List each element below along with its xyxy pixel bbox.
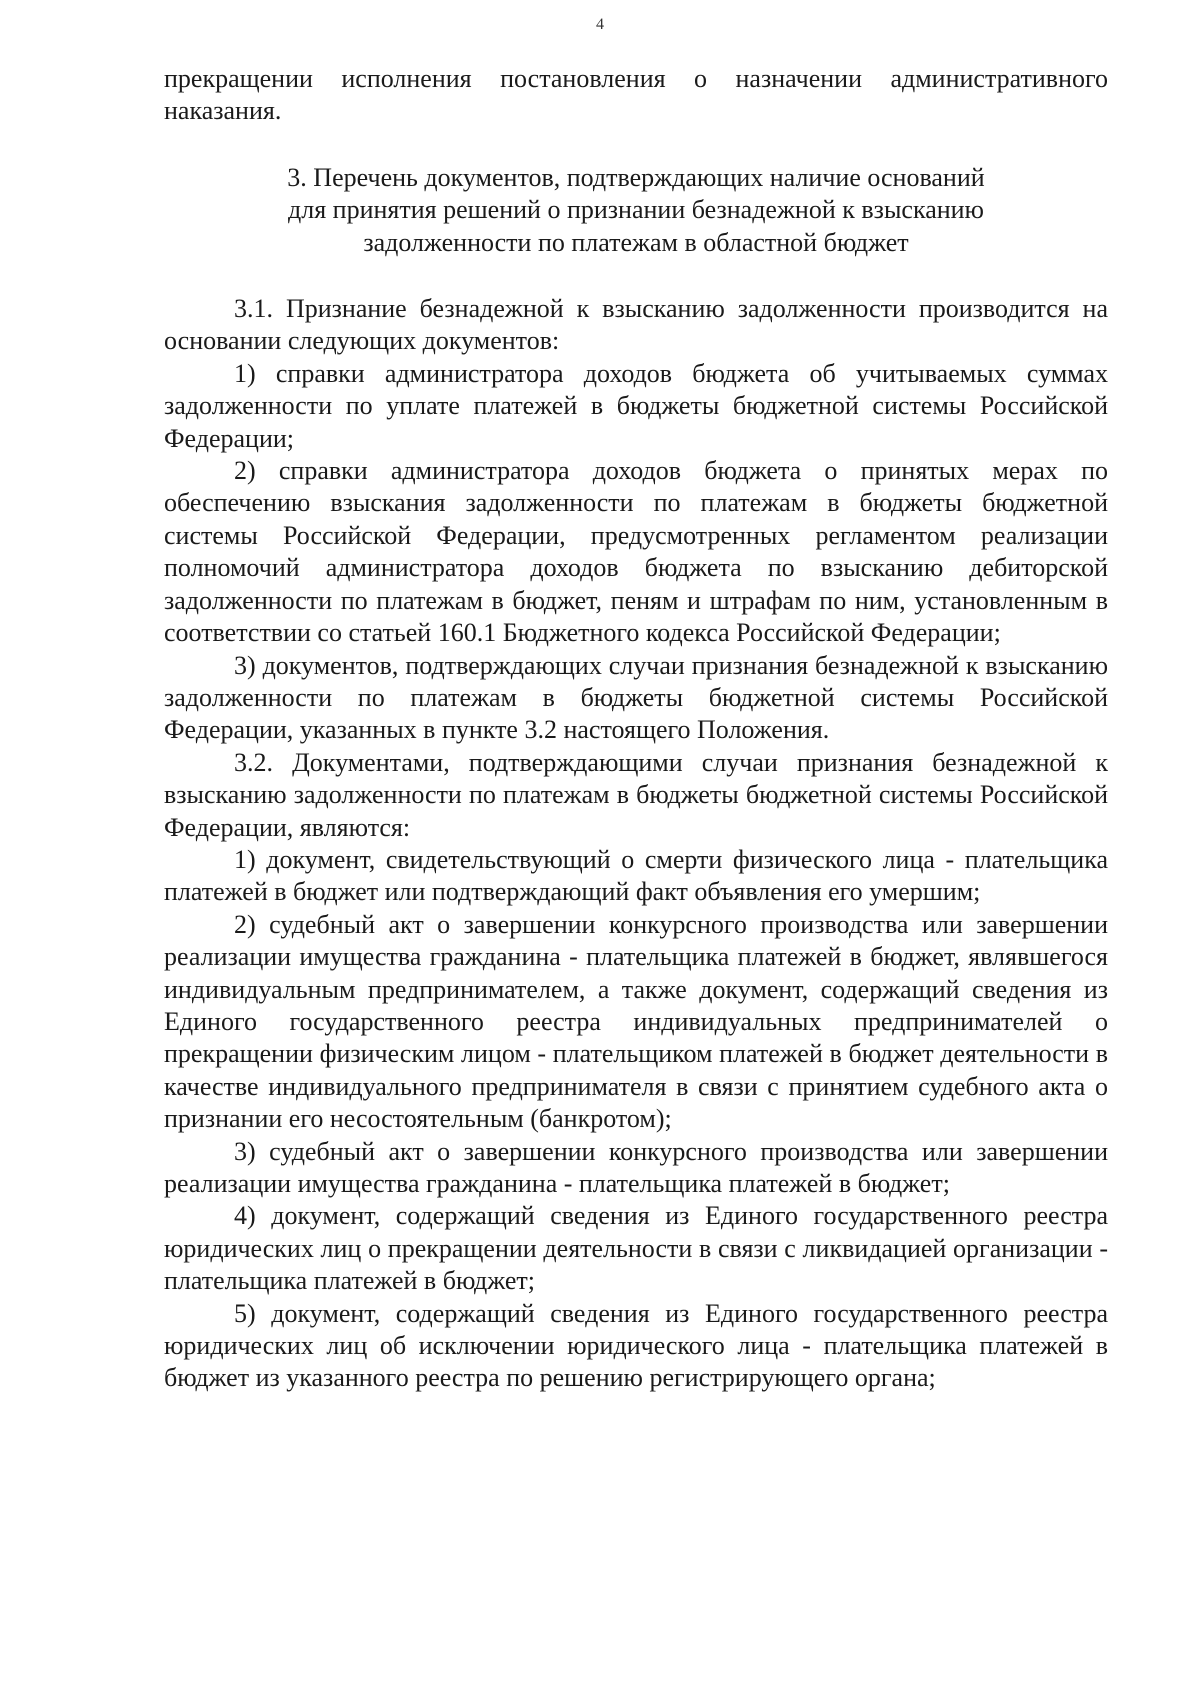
clause-3-2-intro: 3.2. Документами, подтверждающими случаи признания безнадежной к взысканию задолженности по платежам в бюджеты бюджетной системы Российской Федерации, являются: — [164, 747, 1108, 842]
section-heading-line: 3. Перечень документов, подтверждающих наличие оснований — [287, 162, 985, 192]
clause-3-2-item-2: 2) судебный акт о завершении конкурсного производства или завершении реализации имущества гражданина - плательщика платежей в бюджет, являвшегося индивидуальным предпринимателем, а также документ, содержащий сведения из Единого государственного реестра индивидуальных предпринимателей о прекращении физическим лицом - плательщиком платежей в бюджет деятельности в качестве индивидуального предпринимателя в связи с принятием судебного акта о признании его несостоятельным (банкротом); — [164, 909, 1108, 1134]
continuation-paragraph: прекращении исполнения постановления о назначении административного наказания. — [164, 64, 1108, 126]
clause-3-1-item-1: 1) справки администратора доходов бюджета об учитываемых суммах задолженности по уплате платежей в бюджеты бюджетной системы Российской Федерации; — [164, 358, 1108, 453]
clause-3-2-item-3: 3) судебный акт о завершении конкурсного производства или завершении реализации имущества гражданина - плательщика платежей в бюджет; — [164, 1136, 1108, 1198]
document-body — [164, 63, 1108, 1395]
clause-3-2-item-4: 4) документ, содержащий сведения из Единого государственного реестра юридических лиц о прекращении деятельности в связи с ликвидацией организации - плательщика платежей в бюджет; — [164, 1201, 1108, 1296]
section-heading-line: задолженности по платежам в областной бюджет — [363, 227, 909, 257]
clause-3-1-item-2: 2) справки администратора доходов бюджета о принятых мерах по обеспечению взыскания задолженности по платежам в бюджеты бюджетной системы Российской Федерации, предусмотренных регламентом реализации полномочий администратора доходов бюджета по взысканию дебиторской задолженности по платежам в бюджет, пеням и штрафам по ним, установленным в соответствии со статьей 160.1 Бюджетного кодекса Российской Федерации; — [164, 456, 1108, 648]
page-number: 4 — [596, 16, 604, 33]
section-heading-line: для принятия решений о признании безнадежной к взысканию — [288, 195, 984, 225]
clause-3-2-item-1: 1) документ, свидетельствующий о смерти физического лица - плательщика платежей в бюджет или подтверждающий факт объявления его умершим; — [164, 844, 1108, 907]
section-heading — [164, 162, 1108, 259]
clause-3-1-intro: 3.1. Признание безнадежной к взысканию задолженности производится на основании следующих документов: — [164, 294, 1108, 356]
clause-3-1-item-3: 3) документов, подтверждающих случаи признания безнадежной к взысканию задолженности по платежам в бюджеты бюджетной системы Российской Федерации, указанных в пункте 3.2 настоящего Положения. — [164, 650, 1108, 745]
clause-3-2-item-5: 5) документ, содержащий сведения из Единого государственного реестра юридических лиц об исключении юридического лица - плательщика платежей в бюджет из указанного реестра по решению регистрирующего органа; — [164, 1298, 1108, 1393]
